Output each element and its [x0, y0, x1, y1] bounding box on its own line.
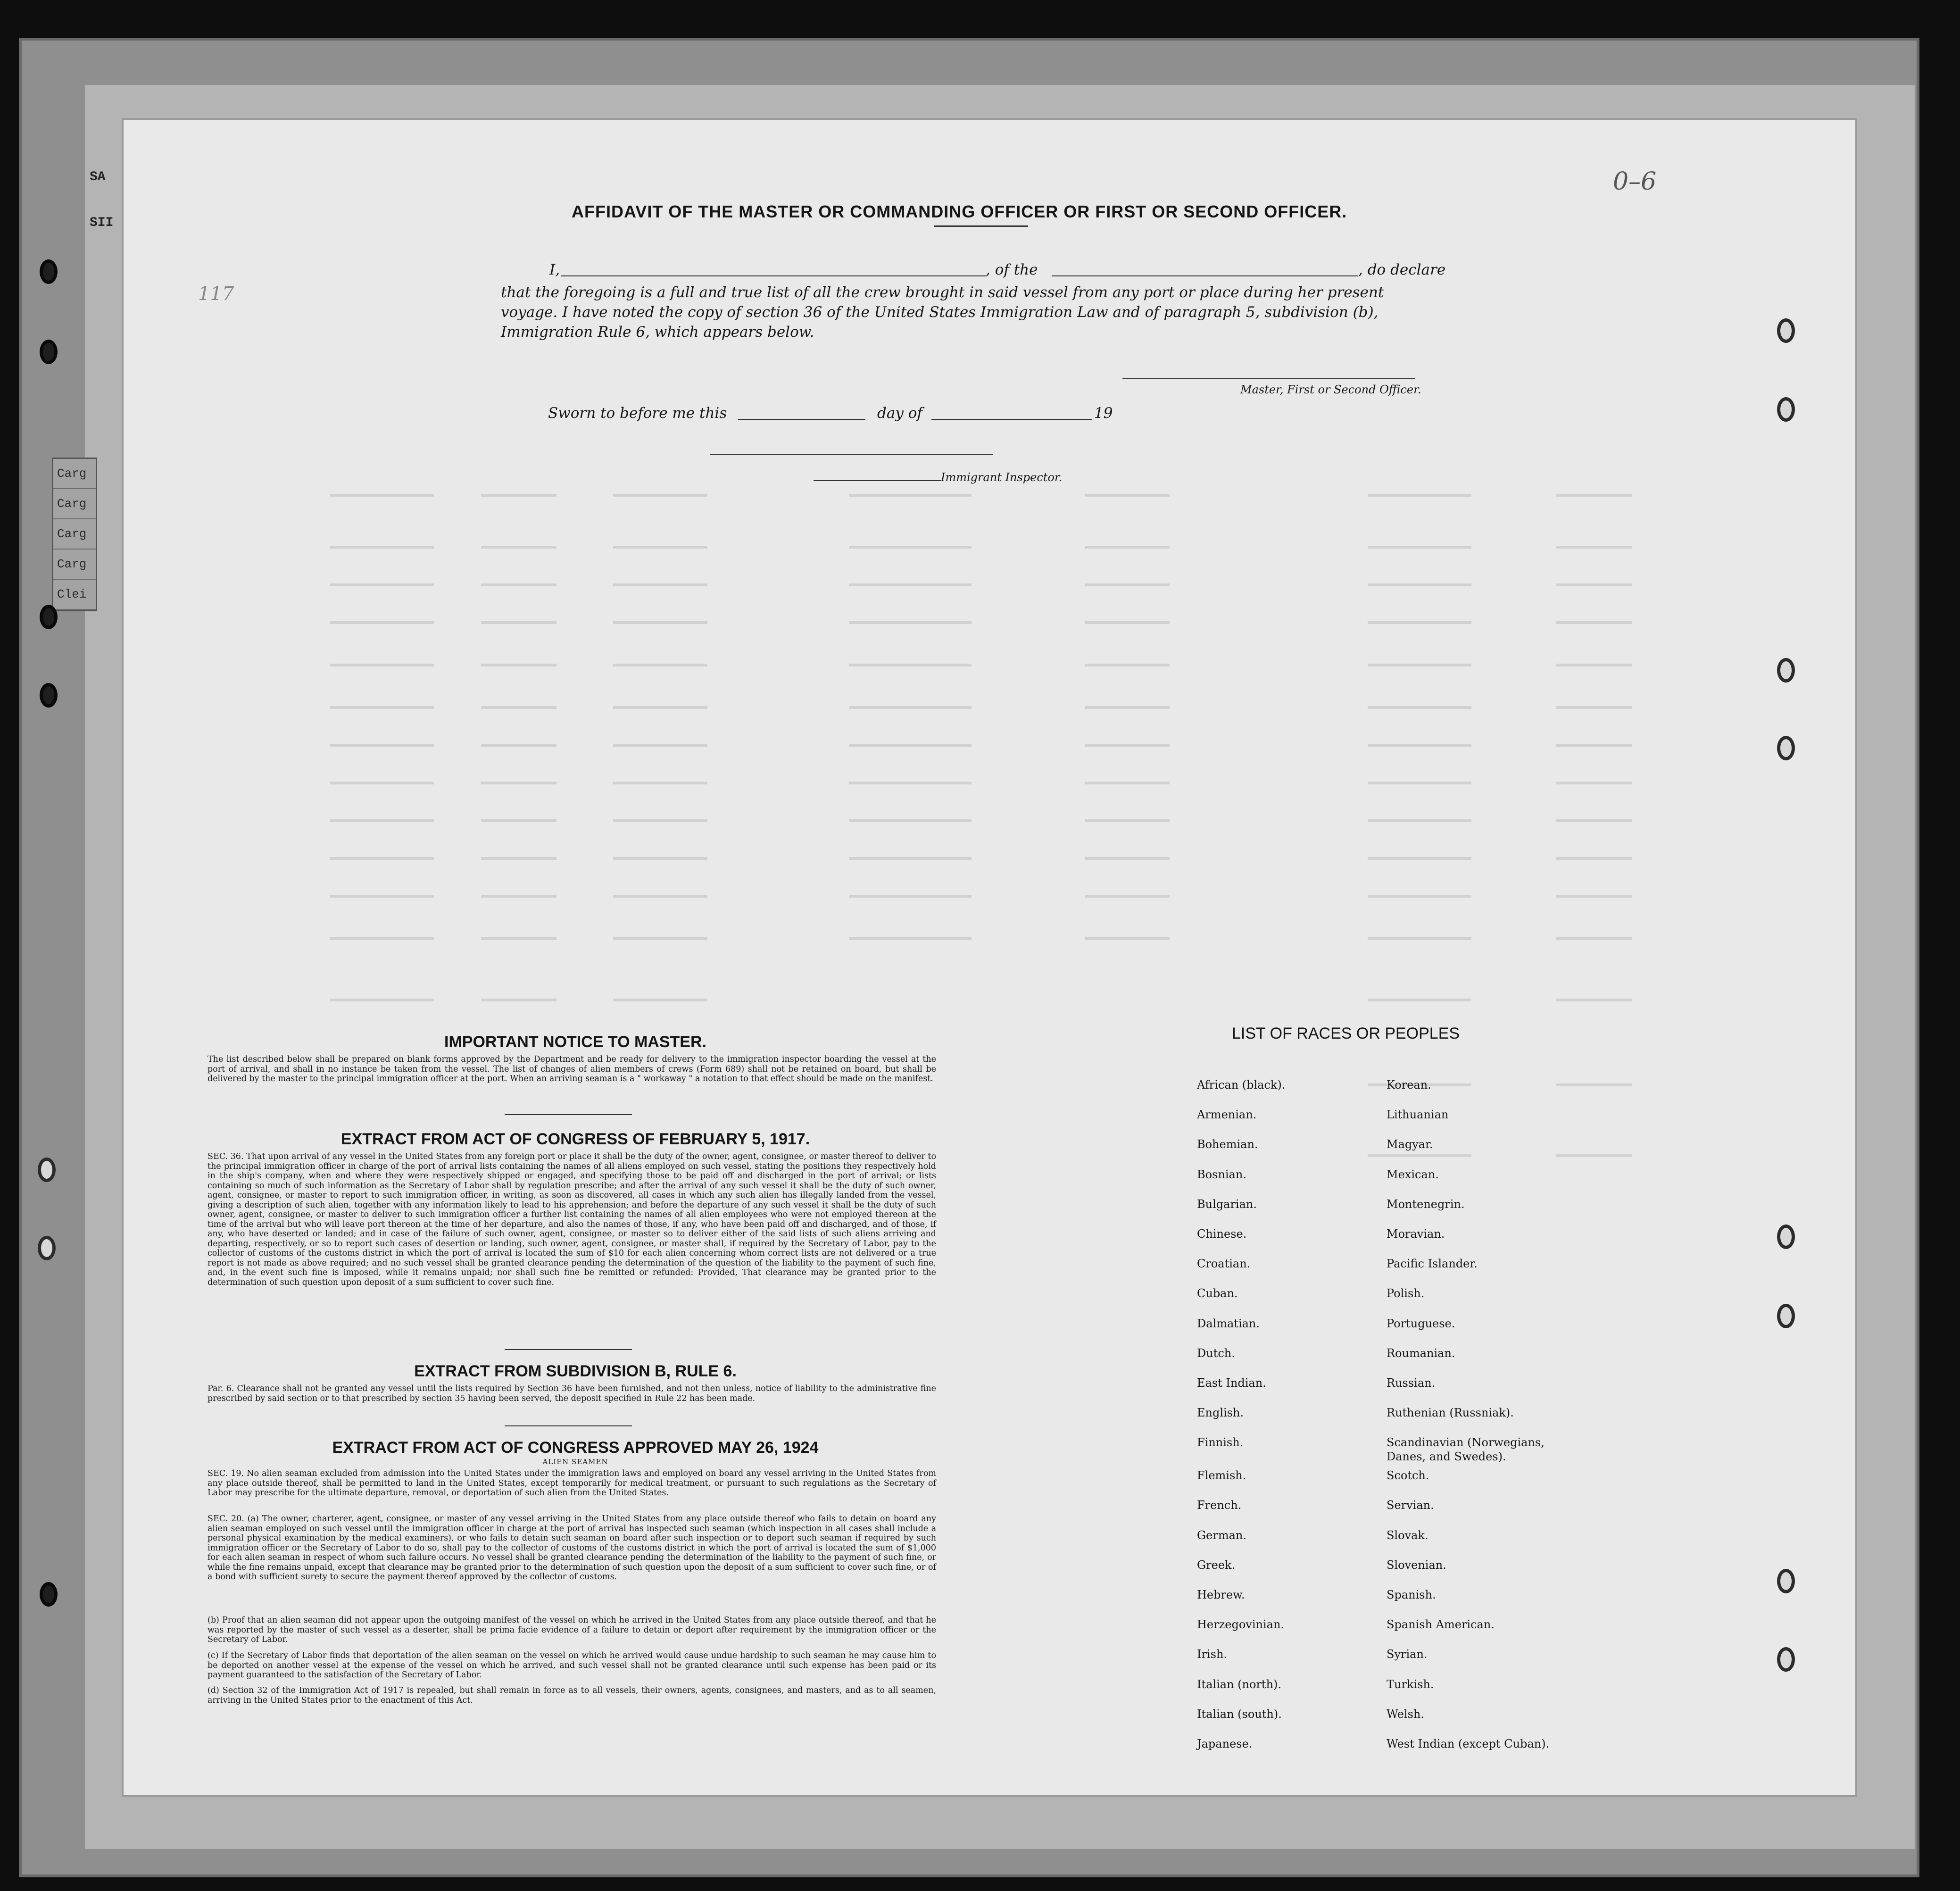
race-item: Dalmatian.	[1197, 1316, 1260, 1330]
extract-1924-sec20c: (c) If the Secretary of Labor finds that deportation of the alien seaman on the vessel on which he arrived would cause undue hardship to such seaman he may cause him to be deported on another vessel at the expense of the vessel on which he arrived, and such vessel shall not be granted clearance until such expense has been paid or its payment guaranteed to the satisfaction of the Secretary of Labor.	[208, 1651, 936, 1680]
race-item: Servian.	[1387, 1499, 1434, 1512]
race-item: Russian.	[1387, 1376, 1436, 1390]
handwritten-margin-number: 117	[198, 283, 234, 305]
race-item: Roumanian.	[1387, 1346, 1455, 1360]
bleed-through-text	[363, 210, 374, 237]
race-item: Ruthenian (Russniak).	[1387, 1406, 1514, 1420]
race-item: Mexican.	[1387, 1167, 1439, 1181]
race-item: Spanish.	[1387, 1588, 1436, 1601]
extract-rule6-title: EXTRACT FROM SUBDIVISION B, RULE 6.	[414, 1362, 737, 1380]
notice-title: IMPORTANT NOTICE TO MASTER.	[444, 1033, 706, 1051]
punch-hole	[1777, 397, 1795, 422]
race-item: Scandinavian (Norwegians, Danes, and Swedes).	[1387, 1436, 1545, 1464]
extract-1924-sec20a: SEC. 20. (a) The owner, charterer, agent, consignee, or master of any vessel arriving in the United States from any place outside thereof who fails to detain on board any alien seaman employed on such vessel until the immigration officer in charge at the port of arrival has inspected such seaman (which inspection in all cases shall include a personal physical examination by the medical examiners), or who fails to detain such seaman on board after such inspection or to deport such seaman if required by such immigration officer or the Secretary of Labor to do so, shall pay to the collector of customs of the customs district in which the port of arrival is located the sum of $1,000 for each alien seaman in respect of whom such failure occurs. No vessel shall be granted clearance pending the determination of the liability to the payment of such fine, or while the fine remains unpaid, except that clearance may be granted prior to the determination of such question upon the deposit of a sum sufficient to cover such fine, or of a bond with sufficient surety to secure the payment thereof approved by the collector of customs.	[208, 1514, 936, 1582]
extract-1917-title: EXTRACT FROM ACT OF CONGRESS OF FEBRUARY 5, 1917.	[341, 1130, 810, 1148]
race-item: Korean.	[1387, 1078, 1431, 1091]
races-right-column	[1387, 1078, 1575, 1766]
section-divider	[505, 1425, 632, 1426]
race-item: Flemish.	[1197, 1469, 1246, 1483]
affidavit-line-i: I,	[549, 261, 560, 278]
affidavit-title: AFFIDAVIT OF THE MASTER OR COMMANDING OFFICER OR FIRST OR SECOND OFFICER.	[572, 202, 1347, 221]
race-item: Greek.	[1197, 1558, 1236, 1572]
race-item: West Indian (except Cuban).	[1387, 1737, 1550, 1750]
race-item: Japanese.	[1197, 1737, 1253, 1750]
race-item: English.	[1197, 1406, 1244, 1420]
corner-labels: SA SII	[90, 170, 114, 230]
signature-line	[1122, 378, 1415, 379]
inspector-caption: Immigrant Inspector.	[941, 471, 1063, 484]
race-item: Herzegovinian.	[1197, 1618, 1285, 1632]
sworn-month-blank	[931, 419, 1092, 420]
sworn-prefix: Sworn to before me this	[548, 405, 727, 422]
race-item: Irish.	[1197, 1648, 1228, 1661]
races-title: LIST OF RACES OR PEOPLES	[1232, 1025, 1460, 1042]
race-item: Syrian.	[1387, 1648, 1428, 1661]
extract-1924-sec20b: (b) Proof that an alien seaman did not appear upon the outgoing manifest of the vessel on which he arrived in the United States from any place outside thereof, and that he was reported by the master of such vessel as a deserter, shall be prima facie evidence of a failure to detain or deport after requirement by the immigration officer or the Secretary of Labor.	[208, 1616, 936, 1644]
punch-hole	[40, 605, 58, 629]
punch-hole	[40, 340, 58, 364]
extract-1924-sec19: SEC. 19. No alien seaman excluded from admission into the United States under the immigration laws and employed on board any vessel arriving in the United States from any place outside thereof, shall be permitted to land in the United States, except temporarily for medical treatment, or pursuant to such regulations as the Secretary of Labor may prescribe for the ultimate departure, removal, or deportation of such alien from the United States.	[208, 1469, 936, 1498]
punch-hole	[40, 1582, 58, 1607]
side-tab-labels: Carg Carg Carg Carg Clei	[52, 458, 97, 611]
inspector-name-line	[814, 480, 941, 481]
affidavit-text-2: voyage. I have noted the copy of section 36 of the United States Immigration Law and of paragraph 5, subdivision (b),	[501, 304, 1379, 321]
race-item: Dutch.	[1197, 1346, 1235, 1360]
punch-hole	[1777, 1225, 1795, 1249]
affidavit-text-3: Immigration Rule 6, which appears below.	[501, 324, 814, 341]
race-item: Lithuanian	[1387, 1108, 1449, 1122]
race-item: Italian (north).	[1197, 1677, 1282, 1691]
punch-hole	[1777, 1569, 1795, 1593]
notice-body: The list described below shall be prepared on blank forms approved by the Department and be ready for delivery to the immigration inspector boarding the vessel at the port of arrival, and shall in no instance be taken from the vessel. The list of changes of alien members of crews (Form 689) shall not be retained on board, but shall be delivered by the master to the principal immigration officer at the port. When an arriving seaman is a " workaway " a notation to that effect should be made on the manifest.	[208, 1055, 936, 1083]
section-divider	[505, 1114, 632, 1115]
race-item: Finnish.	[1197, 1436, 1244, 1449]
affidavit-text-1: that the foregoing is a full and true list of all the crew brought in said vessel from any port or place during her present	[501, 284, 1384, 301]
race-item: Turkish.	[1387, 1677, 1434, 1691]
race-item: German.	[1197, 1528, 1246, 1542]
race-item: Moravian.	[1387, 1227, 1445, 1241]
punch-hole	[1777, 658, 1795, 683]
race-item: Slovenian.	[1387, 1558, 1446, 1572]
punch-hole	[38, 1236, 56, 1260]
punch-hole	[1777, 1647, 1795, 1672]
sworn-year: 19	[1094, 405, 1113, 422]
extract-rule6-body: Par. 6. Clearance shall not be granted any vessel until the lists required by Section 36 have been furnished, and not then unless, notice of liability to the administrative fine prescribed by said section or to that prescribed by section 35 having been served, the deposit specified in Rule 22 has been made.	[208, 1384, 936, 1403]
name-blank	[561, 275, 986, 276]
section-divider	[505, 1349, 632, 1350]
race-item: French.	[1197, 1499, 1242, 1512]
race-item: Bosnian.	[1197, 1167, 1246, 1181]
race-item: Bulgarian.	[1197, 1197, 1257, 1211]
punch-hole	[38, 1158, 56, 1182]
extract-1924-subtitle: ALIEN SEAMEN	[542, 1458, 608, 1466]
title-rule	[934, 225, 1028, 227]
race-item: Spanish American.	[1387, 1618, 1495, 1632]
race-item: Hebrew.	[1197, 1588, 1245, 1601]
punch-hole	[1777, 1304, 1795, 1328]
race-item: African (black).	[1197, 1078, 1286, 1091]
race-item: Montenegrin.	[1387, 1197, 1465, 1211]
punch-hole	[1777, 736, 1795, 760]
sworn-day-blank	[738, 419, 865, 420]
race-item: Polish.	[1387, 1287, 1425, 1300]
punch-hole	[40, 683, 58, 708]
race-item: Croatian.	[1197, 1257, 1251, 1271]
handwritten-page-mark: 0–6	[1613, 167, 1657, 196]
race-item: Armenian.	[1197, 1108, 1257, 1122]
affidavit-of-the: , of the	[986, 261, 1038, 278]
punch-hole	[40, 259, 58, 284]
signature-caption: Master, First or Second Officer.	[1240, 383, 1421, 396]
race-item: Magyar.	[1387, 1138, 1433, 1151]
inspector-signature-line	[710, 454, 993, 455]
race-item: Portuguese.	[1387, 1316, 1455, 1330]
race-item: Pacific Islander.	[1387, 1257, 1478, 1271]
vessel-blank	[1052, 275, 1358, 276]
sworn-day-of: day of	[877, 405, 922, 422]
race-item: Scotch.	[1387, 1469, 1429, 1483]
race-item: Slovak.	[1387, 1528, 1428, 1542]
race-item: East Indian.	[1197, 1376, 1266, 1390]
race-item: Cuban.	[1197, 1287, 1238, 1300]
extract-1917-body: SEC. 36. That upon arrival of any vessel in the United States from any foreign port or place it shall be the duty of the owner, agent, consignee, or master thereof to deliver to the principal immigration officer in charge of the port of arrival lists containing the names of all aliens employed on such vessel, stating the positions they respectively hold in the ship's company, when and where they were respectively shipped or engaged, and specifying those to be paid off and discharged in the port of arrival; or lists containing so much of such information as the Secretary of Labor shall by regulation prescribe; and after the arrival of any such vessel it shall be the duty of such owner, agent, consignee, or master to report to such immigration officer, in writing, as soon as discovered, all cases in which any such alien has illegally landed from the vessel, giving a description of such alien, together with any information likely to lead to his apprehension; and before the departure of any such vessel it shall be the duty of such owner, agent, consignee, or master to deliver to such immigration officer a further list containing the names of all alien employees who were not employed thereon at the time of the arrival but who will leave port thereon at the time of her departure, and also the names of those, if any, who have been paid off and discharged, and of those, if any, who have deserted or landed; and in case of the failure of such owner, agent, consignee, or master so to deliver either of the said lists of such aliens arriving and departing, respectively, or so to report such cases of desertion or landing, such owner, agent, consignee, or master shall, if required by the Secretary of Labor, pay to the collector of customs of the customs district in which the port of arrival is located the sum of $10 for each alien concerning whom correct lists are not delivered or a true report is not made as above required; and no such vessel shall be granted clearance pending the determination of the question of the liability to the payment of such fine, and, in the event such fine is imposed, while it remains unpaid; nor shall such fine be remitted or refunded: Provided, That clearance may be granted prior to the determination of such question upon deposit of a sum sufficient to cover such fine.	[208, 1152, 936, 1287]
punch-hole	[1777, 318, 1795, 343]
race-item: Welsh.	[1387, 1707, 1424, 1721]
extract-1924-sec20d: (d) Section 32 of the Immigration Act of 1917 is repealed, but shall remain in force as to all vessels, their owners, agents, consignees, and masters, and as to all seamen, arriving in the United States prior to the enactment of this Act.	[208, 1686, 936, 1705]
race-item: Italian (south).	[1197, 1707, 1282, 1721]
race-item: Chinese.	[1197, 1227, 1247, 1241]
extract-1924-title: EXTRACT FROM ACT OF CONGRESS APPROVED MAY 26, 1924	[332, 1439, 819, 1457]
race-item: Bohemian.	[1197, 1138, 1258, 1151]
races-left-column	[1197, 1078, 1386, 1766]
affidavit-do-declare: , do declare	[1358, 261, 1446, 278]
